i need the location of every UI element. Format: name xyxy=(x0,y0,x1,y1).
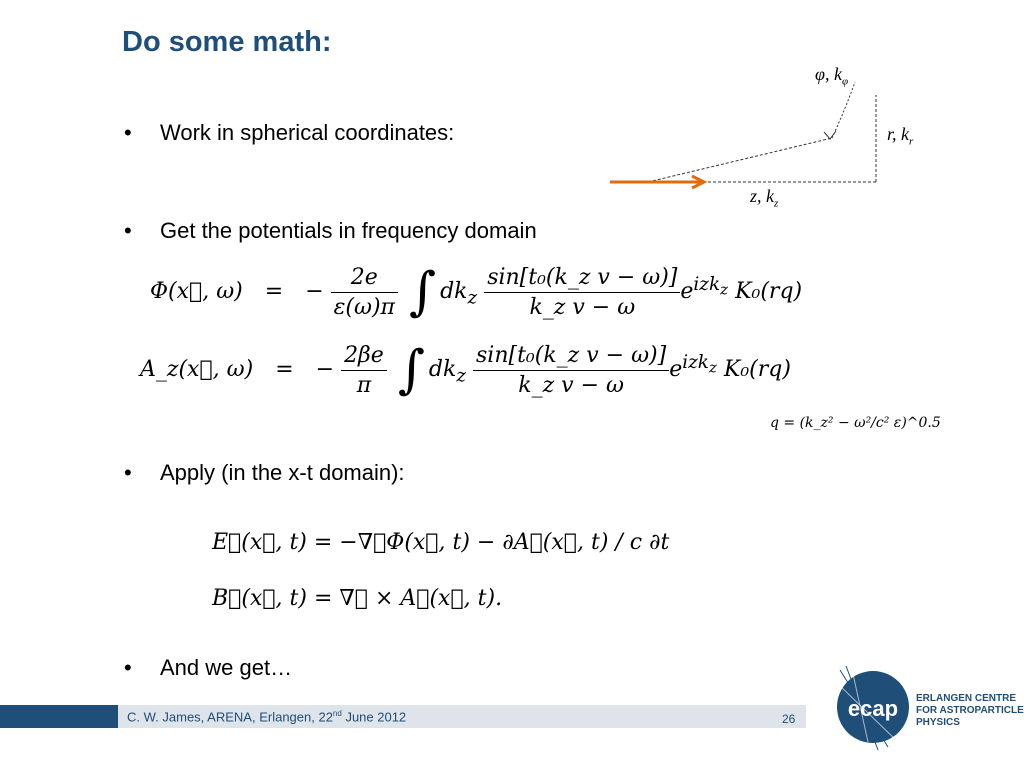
bullet-dot: • xyxy=(124,460,132,485)
footer-citation: C. W. James, ARENA, Erlangen, 22nd June 2012 xyxy=(127,709,407,725)
bullet-result xyxy=(124,655,292,681)
bullet-text: Work in spherical coordinates: xyxy=(160,120,455,145)
logo-mark: ecap xyxy=(847,696,899,721)
radius-vector-line xyxy=(648,138,832,182)
label-phi: φ, $k_\varphi$ xyxy=(815,64,849,88)
page-number: 26 xyxy=(782,712,796,726)
equation-az: A_z(x⃗, ω) = − $\frac{2\beta e}{\pi}$ ∫ $dk_z$ $\frac{\text{sin[t₀(k\_z v − ω)]}}{\text{k\_z v − ω}}$ $e^{izk_z}$ K₀(rq) xyxy=(140,340,791,400)
bullet-dot: • xyxy=(124,120,132,145)
slide-title: Do some math: xyxy=(122,26,332,58)
bullet-dot: • xyxy=(124,655,132,680)
phi-arrowhead xyxy=(824,131,836,139)
bullet-apply xyxy=(124,460,405,486)
phi-arc xyxy=(832,82,855,138)
label-r: r, $k_r$ xyxy=(887,124,914,148)
bullet-text: Get the potentials in frequency domain xyxy=(160,218,537,243)
logo-caption: ERLANGEN CENTRE FOR ASTROPARTICLE PHYSICS xyxy=(916,693,1024,728)
bullet-text: Apply (in the x-t domain): xyxy=(160,460,405,485)
ecap-logo-icon xyxy=(828,662,918,752)
label-z: z, $k_z$ xyxy=(750,186,779,210)
bullet-dot: • xyxy=(124,218,132,243)
bullet-potentials xyxy=(124,218,537,244)
equation-q: q = (k_z² − ω²/c² ε)^0.5 xyxy=(770,415,941,431)
bullet-text: And we get… xyxy=(160,655,293,680)
equation-e-field: E⃗(x⃗, t) = −∇⃗Φ(x⃗, t) − ∂A⃗(x⃗, t) / c ∂t xyxy=(212,530,670,555)
equation-b-field: B⃗(x⃗, t) = ∇⃗ × A⃗(x⃗, t). xyxy=(212,586,503,611)
footer-bar-accent xyxy=(0,705,118,728)
equation-phi: Φ(x⃗, ω) = − $\frac{2e}{\varepsilon(\omega)\pi}$ ∫ $dk_z$ $\frac{\text{sin[t₀(k\_z v − ω)]}}{\text{k\_z v − ω}}$ $e^{izk_z}$ K₀(rq) xyxy=(150,262,803,322)
bullet-spherical xyxy=(124,120,454,146)
